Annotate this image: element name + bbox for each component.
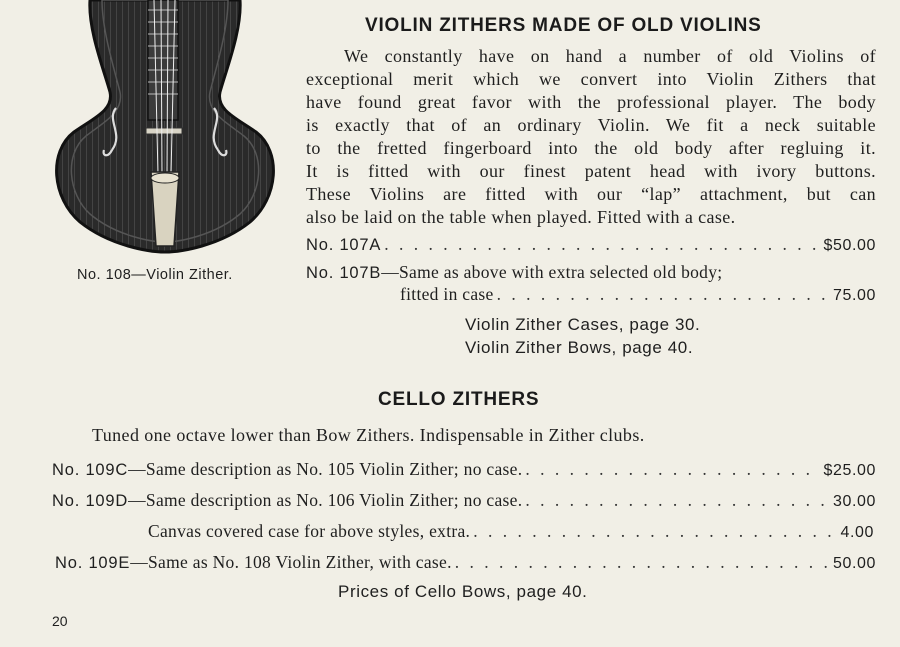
leader-dots [525,490,830,511]
bows-reference: Violin Zither Bows, page 40. [465,338,694,357]
item-description-cont: fitted in case [400,284,494,304]
item-price: $50.00 [823,237,876,254]
leader-dots [525,459,820,480]
price-row-109c [52,459,876,480]
description-line: We constantly have on hand a number of old Violins of [344,46,876,66]
price-row-107b-cont [400,284,876,305]
item-number: No. 107A [306,236,382,254]
item-description: —Same description as No. 106 Violin Zither; no case. [128,490,523,510]
description-line: It is fitted with our finest patent head with ivory buttons. [306,161,876,181]
leader-dots [455,552,830,573]
violin-section-heading: VIOLIN ZITHERS MADE OF OLD VIOLINS [365,15,762,36]
page-number: 20 [52,613,68,629]
leader-dots [384,234,820,255]
item-price: 75.00 [832,287,876,304]
description-line: exceptional merit which we convert into Violin Zithers that [306,69,876,89]
item-number: No. 107B [306,264,382,282]
item-description: —Same as above with extra selected old body; [381,262,723,282]
item-description: —Same description as No. 105 Violin Zither; no case. [128,459,523,479]
item-description: Canvas covered case for above styles, extra. [148,521,471,541]
price-row-canvas-case [148,521,874,542]
price-row-109d [52,490,876,511]
item-price: 50.00 [832,555,876,572]
violin-description [306,45,876,229]
violin-zither-illustration [50,0,280,258]
item-number: No. 109C [52,461,129,479]
leader-dots [473,521,837,542]
cello-bows-reference: Prices of Cello Bows, page 40. [338,582,588,601]
description-line: to the fretted fingerboard into the old body after regluing it. [306,138,876,158]
leader-dots [497,284,830,305]
cases-reference: Violin Zither Cases, page 30. [465,315,701,334]
item-number: No. 109E [55,554,131,572]
item-description: —Same as No. 108 Violin Zither, with case. [130,552,452,572]
description-line: have found great favor with the professional player. The body [306,92,876,112]
item-price: 4.00 [840,524,874,541]
price-row-107a [306,234,876,255]
image-caption: No. 108—Violin Zither. [77,267,233,283]
description-line: These Violins are fitted with our “lap” attachment, but can [306,184,876,204]
price-row-109e [55,552,876,573]
item-price: 30.00 [832,493,876,510]
price-row-107b [306,262,876,283]
item-price: $25.00 [823,462,876,479]
description-line: also be laid on the table when played. Fitted with a case. [306,207,736,227]
cello-intro: Tuned one octave lower than Bow Zithers. Indispensable in Zither clubs. [92,425,645,445]
cello-section-heading: CELLO ZITHERS [378,389,540,410]
item-number: No. 109D [52,492,129,510]
description-line: is exactly that of an ordinary Violin. We fit a neck suitable [306,115,876,135]
